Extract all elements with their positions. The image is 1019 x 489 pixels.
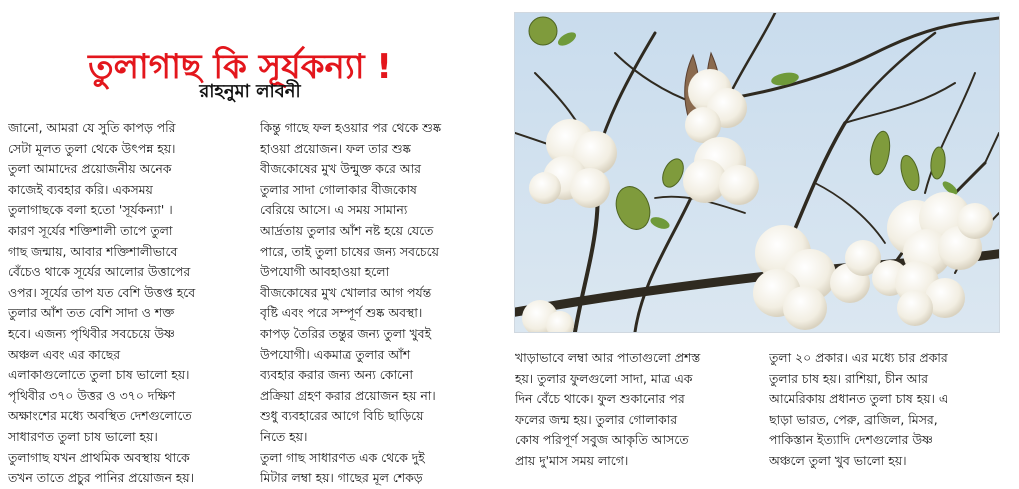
body-text-line: উপযোগী আবহাওয়া হলো (260, 264, 390, 280)
body-text-line: কাজেই ব্যবহার করি। একসময় (8, 181, 153, 197)
body-text-line: পারে, তাই তুলা চাষের জন্য সবচেয়ে (260, 243, 439, 259)
body-text-line: ছাড়া ভারত, পেরু, ব্রাজিল, মিসর, (769, 411, 938, 427)
body-column-3 (515, 348, 755, 472)
body-text-line: অঞ্চল এবং এর কাছের (8, 346, 121, 362)
body-text-line: জানো, আমরা যে সুতি কাপড় পরি (8, 120, 176, 135)
body-text-line: কারণ সূর্যের শক্তিশালী তাপে তুলা (8, 222, 173, 238)
cotton-tree-photo (514, 12, 1000, 333)
body-text-line: সেটা মূলত তুলা থেকে উৎপন্ন হয়। (8, 140, 176, 156)
body-text-line: তুলা আমাদের প্রয়োজনীয় অনেক (8, 161, 172, 177)
body-text-line: কোষ পরিপূর্ণ সবুজ আকৃতি আসতে (515, 432, 689, 448)
body-text-line: তখন তাতে প্রচুর পানির প্রয়োজন হয়। (8, 470, 195, 486)
body-text-line: তুলা ২০ প্রকার। এর মধ্যে চার প্রকার (769, 350, 948, 365)
body-text-line: ওপর। সূর্যের তাপ যত বেশি উত্তপ্ত হবে (8, 284, 196, 300)
body-text-line: বীজকোষের মুখ উন্মুক্ত করে আর (260, 161, 421, 177)
body-text-line: তুলার সাদা গোলাকার বীজকোষ (260, 181, 417, 197)
body-text-line: তুলা গাছ সাধারণত এক থেকে দুই (260, 449, 425, 465)
body-text-line: বৃষ্টি এবং পরে সম্পূর্ণ শুষ্ক অবস্থা। (260, 305, 423, 321)
body-text-line: পৃথিবীর ৩৭০ উত্তর ও ৩৭০ দক্ষিণ (8, 387, 176, 403)
body-text-line: এলাকাগুলোতে তুলা চাষ ভালো হয়। (8, 367, 190, 383)
body-text-line: তুলার আঁশ তত বেশি সাদা ও শক্ত (8, 305, 175, 321)
body-column-4 (769, 348, 1009, 472)
body-text-line: হবে। এজন্য পৃথিবীর সবচেয়ে উষ্ণ (8, 325, 175, 341)
body-text-line: উপযোগী। একমাত্র তুলার আঁশ (260, 346, 411, 362)
body-text-line: আর্দ্রতায় তুলার আঁশ নষ্ট হয়ে যেতে (260, 222, 434, 238)
body-text-line: তুলাগাছ যখন প্রাথমিক অবস্থায় থাকে (8, 449, 190, 465)
body-text-line: প্রায় দু'মাস সময় লাগে। (515, 452, 629, 468)
body-column-1 (8, 118, 246, 489)
article-title: তুলাগাছ কি সূর্যকন্যা ! (88, 46, 392, 87)
body-text-line: সাধারণত তুলা চাষ ভালো হয়। (8, 428, 158, 444)
body-text-line: কাপড় তৈরির তন্তুর জন্য তুলা খুবই (260, 325, 432, 341)
body-text-line: দিন বেঁচে থাকে। ফুল শুকানোর পর (515, 391, 685, 407)
body-text-line: খাড়াভাবে লম্বা আর পাতাগুলো প্রশস্ত (515, 350, 701, 365)
body-text-line: কিন্তু গাছে ফল হওয়ার পর থেকে শুষ্ক (260, 120, 442, 135)
body-text-line: ফলের জন্ম হয়। তুলার গোলাকার (515, 411, 678, 427)
body-text-line: মিটার লম্বা হয়। গাছের মূল শেকড় (260, 470, 423, 486)
body-column-2 (260, 118, 500, 489)
body-text-line: হাওয়া প্রয়োজন। ফল তার শুষ্ক (260, 140, 411, 156)
article-byline: রাহনুমা লাবনী (199, 81, 301, 102)
body-text-line: নিতে হয়। (260, 428, 308, 444)
body-text-line: আমেরিকায় প্রধানত তুলা চাষ হয়। এ (769, 391, 949, 407)
body-text-line: তুলাগাছকে বলা হতো 'সূর্যকন্যা' । (8, 202, 173, 218)
body-text-line: বেরিয়ে আসে। এ সময় সামান্য (260, 202, 408, 218)
body-text-line: তুলার চাষ হয়। রাশিয়া, চীন আর (769, 370, 928, 386)
body-text-line: গাছ জন্মায়, আবার শক্তিশালীভাবে (8, 243, 178, 259)
body-text-line: প্রক্রিয়া গ্রহণ করার প্রয়োজন হয় না। (260, 387, 436, 403)
body-text-line: হয়। তুলার ফুলগুলো সাদা, মাত্র এক (515, 370, 693, 386)
body-text-line: বেঁচেও থাকে সূর্যের আলোর উত্তাপের (8, 264, 191, 280)
body-text-line: অক্ষাংশের মধ্যে অবস্থিত দেশগুলোতে (8, 408, 192, 424)
body-text-line: বীজকোষের মুখ খোলার আগ পর্যন্ত (260, 284, 432, 300)
body-text-line: শুধু ব্যবহারের আগে বিচি ছাড়িয়ে (260, 408, 424, 424)
body-text-line: পাকিস্তান ইত্যাদি দেশগুলোর উষ্ণ (769, 432, 933, 448)
body-text-line: অঞ্চলে তুলা খুব ভালো হয়। (769, 452, 907, 468)
body-text-line: ব্যবহার করার জন্য অন্য কোনো (260, 367, 414, 383)
